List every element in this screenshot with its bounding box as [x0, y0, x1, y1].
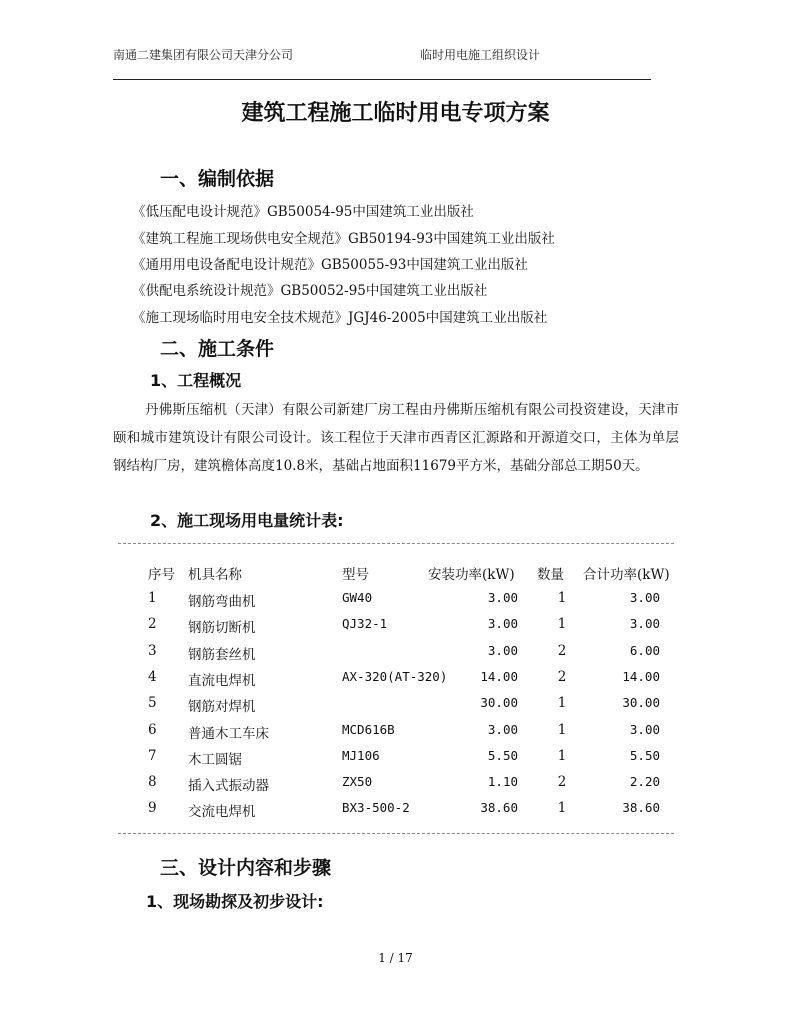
- col-header-total-power: 合计功率(kW): [583, 567, 670, 583]
- cell-total-power: 30.00: [622, 695, 660, 710]
- reference-item: 《建筑工程施工现场供电安全规范》GB50194-93中国建筑工业出版社: [132, 231, 555, 247]
- project-overview-text: 丹佛斯压缩机（天津）有限公司新建厂房工程由丹佛斯压缩机有限公司投资建设，天津市颐和城市建筑设计有限公司设计。该工程位于天津市西青区汇源路和开源道交口，主体为单层钢结构厂房，建筑檐体高度10.8米，基础占地面积11679平方米，基础分部总工期50天。: [113, 402, 679, 474]
- header-rule: [113, 79, 651, 80]
- cell-total-power: 14.00: [622, 669, 660, 684]
- cell-model: MCD616B: [342, 722, 395, 737]
- cell-index: 9: [148, 800, 157, 816]
- cell-rated-power: 3.00: [487, 643, 518, 658]
- cell-quantity: 1: [557, 616, 567, 632]
- reference-item: 《低压配电设计规范》GB50054-95中国建筑工业出版社: [132, 204, 474, 220]
- project-overview-paragraph: [113, 396, 679, 480]
- cell-total-power: 3.00: [629, 590, 660, 605]
- header-document-name: 临时用电施工组织设计: [420, 48, 541, 62]
- cell-total-power: 3.00: [629, 722, 660, 737]
- cell-quantity: 1: [557, 800, 567, 816]
- cell-equipment-name: 木工圆锯: [188, 752, 242, 768]
- cell-model: ZX50: [342, 774, 373, 789]
- cell-equipment-name: 钢筋弯曲机: [188, 594, 256, 610]
- cell-index: 6: [148, 722, 157, 738]
- section-3-heading: 三、设计内容和步骤: [160, 857, 332, 879]
- cell-total-power: 2.20: [629, 774, 660, 789]
- subsection-power-table-heading: 2、施工现场用电量统计表:: [150, 511, 344, 530]
- col-header-equipment: 机具名称: [188, 567, 242, 583]
- col-header-model: 型号: [342, 567, 369, 583]
- cell-quantity: 2: [557, 774, 567, 790]
- subsection-survey-heading: 1、现场勘探及初步设计:: [146, 892, 324, 911]
- header-company: 南通二建集团有限公司天津分公司: [113, 48, 294, 62]
- cell-equipment-name: 钢筋套丝机: [188, 647, 256, 663]
- cell-rated-power: 30.00: [480, 695, 518, 710]
- table-bottom-rule: [118, 833, 674, 834]
- cell-total-power: 6.00: [629, 643, 660, 658]
- reference-item: 《通用用电设备配电设计规范》GB50055-93中国建筑工业出版社: [132, 257, 528, 273]
- cell-index: 1: [148, 590, 157, 606]
- table-top-rule: [118, 543, 674, 544]
- cell-quantity: 2: [557, 643, 567, 659]
- cell-quantity: 1: [557, 722, 567, 738]
- col-header-index: 序号: [148, 567, 175, 583]
- cell-total-power: 3.00: [629, 616, 660, 631]
- reference-item: 《供配电系统设计规范》GB50052-95中国建筑工业出版社: [132, 283, 488, 299]
- cell-equipment-name: 钢筋对焊机: [188, 699, 256, 715]
- cell-index: 2: [148, 616, 157, 632]
- section-2-heading: 二、施工条件: [160, 338, 275, 360]
- cell-equipment-name: 普通木工车床: [188, 726, 269, 742]
- cell-rated-power: 14.00: [480, 669, 518, 684]
- document-title: 建筑工程施工临时用电专项方案: [241, 101, 550, 126]
- cell-model: AX-320(AT-320): [342, 669, 448, 684]
- cell-quantity: 1: [557, 695, 567, 711]
- cell-index: 4: [148, 669, 157, 685]
- cell-quantity: 2: [557, 669, 567, 685]
- col-header-quantity: 数量: [537, 567, 564, 583]
- cell-equipment-name: 直流电焊机: [188, 673, 256, 689]
- cell-model: GW40: [342, 590, 373, 605]
- cell-equipment-name: 钢筋切断机: [188, 620, 256, 636]
- cell-index: 3: [148, 643, 157, 659]
- reference-item: 《施工现场临时用电安全技术规范》JGJ46-2005中国建筑工业出版社: [132, 310, 548, 326]
- cell-total-power: 38.60: [622, 800, 660, 815]
- col-header-rated-power: 安装功率(kW): [428, 567, 515, 583]
- cell-total-power: 5.50: [629, 748, 660, 763]
- section-1-heading: 一、编制依据: [160, 168, 275, 190]
- cell-rated-power: 3.00: [487, 616, 518, 631]
- cell-rated-power: 1.10: [487, 774, 518, 789]
- cell-model: MJ106: [342, 748, 380, 763]
- cell-model: QJ32-1: [342, 616, 388, 631]
- cell-index: 8: [148, 774, 157, 790]
- cell-rated-power: 3.00: [487, 722, 518, 737]
- cell-quantity: 1: [557, 590, 567, 606]
- subsection-overview-heading: 1、工程概况: [150, 371, 242, 390]
- cell-equipment-name: 交流电焊机: [188, 804, 256, 820]
- cell-index: 7: [148, 748, 157, 764]
- cell-equipment-name: 插入式振动器: [188, 778, 269, 794]
- cell-rated-power: 3.00: [487, 590, 518, 605]
- cell-rated-power: 5.50: [487, 748, 518, 763]
- cell-index: 5: [148, 695, 157, 711]
- cell-quantity: 1: [557, 748, 567, 764]
- cell-rated-power: 38.60: [480, 800, 518, 815]
- cell-model: BX3-500-2: [342, 800, 410, 815]
- page-number: 1 / 17: [378, 951, 413, 965]
